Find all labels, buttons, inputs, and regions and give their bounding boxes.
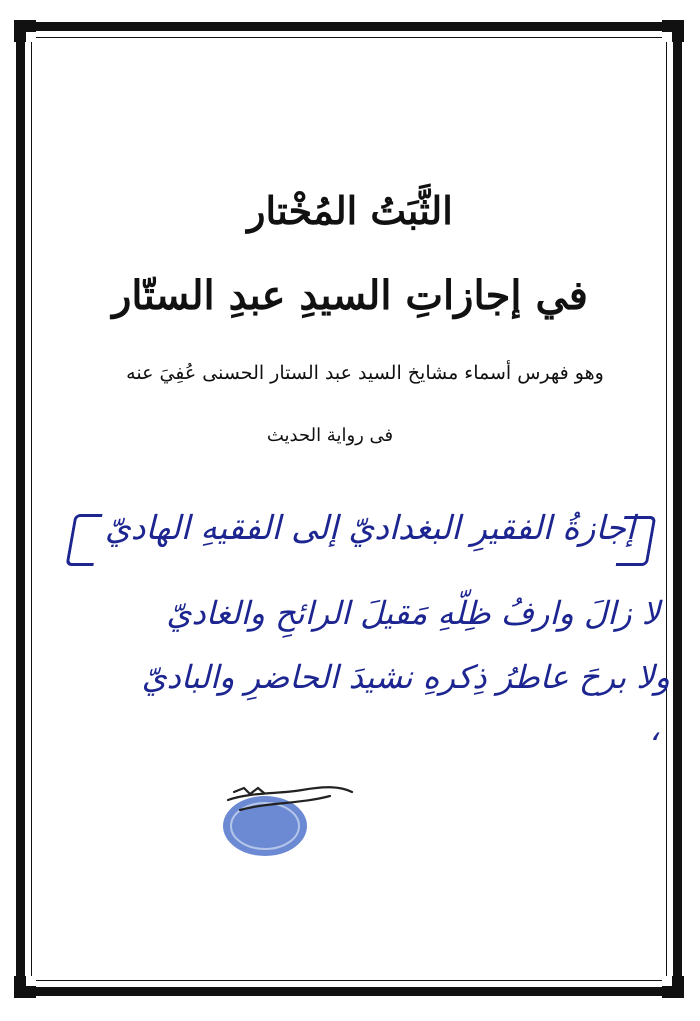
document-subtitle: وهو فهرس أسماء مشايخ السيد عبد الستار الحسنى عُفِيَ عنه [126, 362, 604, 384]
frame-corner-bottom-left [14, 976, 36, 998]
frame-corner-top-left [14, 20, 36, 42]
frame-corner-top-right [662, 20, 684, 42]
handwritten-line-2: لا زالَ وارفُ ظِلّهِ مَقيلَ الرائحِ والغاديّ [166, 594, 660, 632]
handwritten-line-4: ، [649, 710, 660, 748]
document-subtitle-2: فى رواية الحديث [266, 425, 394, 446]
signature-stamp [210, 770, 370, 870]
document-title: الثَّبَتُ المُخْتار [247, 188, 453, 233]
document-title-line-2: في إجازاتِ السيدِ عبدِ الستّار [112, 272, 588, 319]
frame-corner-bottom-right [662, 976, 684, 998]
handwritten-line-1: إجازةُ الفقيرِ البغداديّ إلى الفقيهِ الهاديّ [104, 508, 636, 547]
handwritten-line-3: ولا برحَ عاطرُ ذِكرهِ نشيدَ الحاضرِ والباديّ [141, 658, 670, 696]
